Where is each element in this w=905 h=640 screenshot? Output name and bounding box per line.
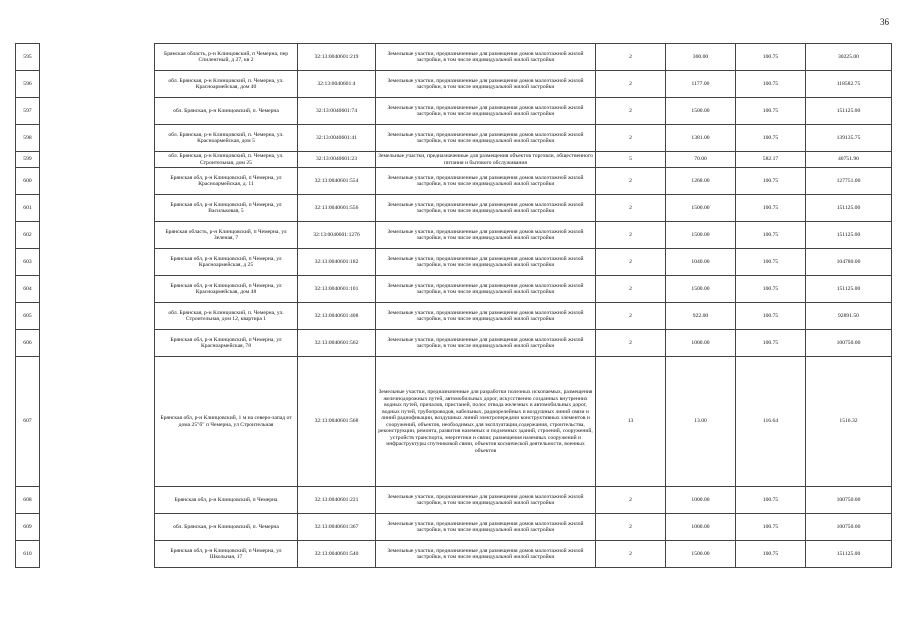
group-cell: 2 [596, 541, 666, 568]
rate-cell: 100.75 [736, 125, 806, 152]
rate-cell: 100.75 [736, 541, 806, 568]
table-row [16, 168, 892, 195]
group-cell: 2 [596, 195, 666, 222]
group-cell: 2 [596, 276, 666, 303]
land-use-cell: Земельные участки, предназначенные для размещения домов малоэтажной жилой застройки, в том числе индивидуальной жилой застройки [376, 487, 596, 514]
cadastral-number-cell: 32:13:0040601:568 [298, 357, 376, 487]
rate-cell: 100.75 [736, 98, 806, 125]
table-row [16, 303, 892, 330]
rate-cell: 100.75 [736, 487, 806, 514]
cadastral-number-cell: 32:13:0040601:554 [298, 168, 376, 195]
cadastral-value-cell: 1516.32 [806, 357, 892, 487]
area-cell: 13.00 [666, 357, 736, 487]
area-cell: 1500.00 [666, 276, 736, 303]
column-gap [40, 125, 155, 152]
cadastral-number-cell: 32:13:0040601:219 [298, 44, 376, 71]
row-number: 602 [16, 222, 40, 249]
address-cell: обл. Брянская, р-н Клинцовский, п. Чемерна, ул. Строительная, дом 25 [155, 152, 298, 168]
cadastral-value-cell: 100750.00 [806, 514, 892, 541]
cadastral-value-cell: 104780.00 [806, 249, 892, 276]
row-number: 596 [16, 71, 40, 98]
area-cell: 1040.00 [666, 249, 736, 276]
row-number: 600 [16, 168, 40, 195]
address-cell: обл. Брянская, р-н Клинцовский, п. Чемерна [155, 98, 298, 125]
row-number: 608 [16, 487, 40, 514]
area-cell: 300.00 [666, 44, 736, 71]
table-row [16, 222, 892, 249]
row-number: 605 [16, 303, 40, 330]
address-cell: Брянская обл, р-н Клинцовский, 1 м на северо-запад от дома 25"б" п Чемерна, ул Строительная [155, 357, 298, 487]
row-number: 604 [16, 276, 40, 303]
row-number: 607 [16, 357, 40, 487]
cadastral-number-cell: 32:13:0040601:562 [298, 330, 376, 357]
cadastral-number-cell: 32:13:0040601:23 [298, 152, 376, 168]
table-row [16, 276, 892, 303]
land-use-cell: Земельные участки, предназначенные для размещения домов малоэтажной жилой застройки, в том числе индивидуальной жилой застройки [376, 195, 596, 222]
cadastral-number-cell: 32:13:0040601:101 [298, 276, 376, 303]
rate-cell: 100.75 [736, 249, 806, 276]
column-gap [40, 541, 155, 568]
column-gap [40, 222, 155, 249]
cadastral-value-cell: 151125.00 [806, 222, 892, 249]
table-row [16, 541, 892, 568]
land-use-cell: Земельные участки, предназначенные для размещения домов малоэтажной жилой застройки, в том числе индивидуальной жилой застройки [376, 330, 596, 357]
address-cell: Брянская обл, р-н Клинцовский, п Чемерна, ул Красноармейская, д. 11 [155, 168, 298, 195]
row-number: 598 [16, 125, 40, 152]
land-use-cell: Земельные участки, предназначенные для размещения объектов торговли, общественного питания и бытового обслуживания [376, 152, 596, 168]
address-cell: Брянская обл, р-н Клинцовский, п Чемерна, ул Васильковая, 5 [155, 195, 298, 222]
group-cell: 2 [596, 44, 666, 71]
table-row [16, 195, 892, 222]
land-use-cell: Земельные участки, предназначенные для размещения домов малоэтажной жилой застройки, в том числе индивидуальной жилой застройки [376, 541, 596, 568]
column-gap [40, 357, 155, 487]
address-cell: обл. Брянская, р-н Клинцовский, п. Чемерна, ул. Строительная, дом 12, квартира 1 [155, 303, 298, 330]
cadastral-value-cell: 151125.00 [806, 195, 892, 222]
rate-cell: 100.75 [736, 303, 806, 330]
group-cell: 2 [596, 487, 666, 514]
rate-cell: 116.64 [736, 357, 806, 487]
row-number: 597 [16, 98, 40, 125]
land-use-cell: Земельные участки, предназначенные для размещения домов малоэтажной жилой застройки, в том числе индивидуальной жилой застройки [376, 125, 596, 152]
cadastral-value-cell: 40751.90 [806, 152, 892, 168]
table-row [16, 152, 892, 168]
address-cell: обл. Брянская, р-н Клинцовский, п. Чемерна, ул. Красноармейская, дом 40 [155, 71, 298, 98]
rate-cell: 100.75 [736, 222, 806, 249]
area-cell: 1500.00 [666, 98, 736, 125]
area-cell: 922.00 [666, 303, 736, 330]
land-use-cell: Земельные участки, предназначенные для разработки полезных ископаемых, размещения железнодорожных путей, автомобильных дорог, искусственно созданных внутренних водных путей, причалов, пристаней, полос отвода железных и автомобильных дорог, водных путей, трубопроводов, кабельных, радиорелейных и воздушных линий связи и линий радиофикации, воздушных линий электропередачи конструктивных элементов и сооружений, объектов, необходимых для эксплуатации,содержания, строительства, реконструкции, ремонта, развития наземных и подземных зданий, строений, сооружений, устройств транспорта, энергетики и связи; размещения наземных сооружений и инфраструктуры спутниковой связи, объектов космической деятельности, военных объектов [376, 357, 596, 487]
table-row [16, 44, 892, 71]
group-cell: 2 [596, 303, 666, 330]
land-use-cell: Земельные участки, предназначенные для размещения домов малоэтажной жилой застройки, в том числе индивидуальной жилой застройки [376, 44, 596, 71]
group-cell: 13 [596, 357, 666, 487]
group-cell: 2 [596, 330, 666, 357]
cadastral-number-cell: 32:13:0040601:556 [298, 195, 376, 222]
land-use-cell: Земельные участки, предназначенные для размещения домов малоэтажной жилой застройки, в том числе индивидуальной жилой застройки [376, 249, 596, 276]
address-cell: Брянская область, р-н Клинцовский, п Чемерна, пер Спиленгный, д 27, кв 2 [155, 44, 298, 71]
cadastral-number-cell: 32:13:0040601:221 [298, 487, 376, 514]
address-cell: обл. Брянская, р-н Клинцовский, п. Чемерна [155, 514, 298, 541]
group-cell: 2 [596, 514, 666, 541]
rate-cell: 100.75 [736, 44, 806, 71]
table-row [16, 125, 892, 152]
area-cell: 1500.00 [666, 541, 736, 568]
column-gap [40, 249, 155, 276]
land-use-cell: Земельные участки, предназначенные для размещения домов малоэтажной жилой застройки, в том числе индивидуальной жилой застройки [376, 168, 596, 195]
area-cell: 1500.00 [666, 195, 736, 222]
table-row [16, 514, 892, 541]
table-row [16, 98, 892, 125]
column-gap [40, 514, 155, 541]
address-cell: Брянская обл, р-н Клинцовский, п Чемерна, ул Красноармейская, 78 [155, 330, 298, 357]
cadastral-number-cell: 32:13:0040601:4 [298, 71, 376, 98]
land-use-cell: Земельные участки, предназначенные для размещения домов малоэтажной жилой застройки, в том числе индивидуальной жилой застройки [376, 514, 596, 541]
cadastral-value-cell: 92891.50 [806, 303, 892, 330]
table-row [16, 487, 892, 514]
cadastral-number-cell: 32:13:0040601:1276 [298, 222, 376, 249]
cadastral-value-cell: 139135.75 [806, 125, 892, 152]
cadastral-number-cell: 32:13:0040601:182 [298, 249, 376, 276]
area-cell: 1381.00 [666, 125, 736, 152]
rate-cell: 100.75 [736, 168, 806, 195]
land-use-cell: Земельные участки, предназначенные для размещения домов малоэтажной жилой застройки, в том числе индивидуальной жилой застройки [376, 98, 596, 125]
address-cell: Брянская обл, р-н Клинцовский, п Чемерна, ул Красноармейская, дом 48 [155, 276, 298, 303]
area-cell: 1268.00 [666, 168, 736, 195]
area-cell: 1000.00 [666, 514, 736, 541]
table-row [16, 249, 892, 276]
group-cell: 2 [596, 249, 666, 276]
rate-cell: 582.17 [736, 152, 806, 168]
row-number: 609 [16, 514, 40, 541]
rate-cell: 100.75 [736, 71, 806, 98]
cadastral-value-cell: 100750.00 [806, 330, 892, 357]
column-gap [40, 152, 155, 168]
area-cell: 1000.00 [666, 487, 736, 514]
group-cell: 5 [596, 152, 666, 168]
address-cell: обл. Брянская, р-н Клинцовский, п. Чемерна, ул. Красноармейская, дом 5 [155, 125, 298, 152]
cadastral-value-cell: 118582.75 [806, 71, 892, 98]
column-gap [40, 71, 155, 98]
table-row [16, 357, 892, 487]
area-cell: 1177.00 [666, 71, 736, 98]
column-gap [40, 276, 155, 303]
address-cell: Брянская обл, р-н Клинцовский, п Чемерна, ул Школьная, 17 [155, 541, 298, 568]
cadastral-number-cell: 32:13:0040601:367 [298, 514, 376, 541]
rate-cell: 100.75 [736, 276, 806, 303]
cadastral-value-cell: 30225.00 [806, 44, 892, 71]
cadastral-value-cell: 100750.00 [806, 487, 892, 514]
column-gap [40, 195, 155, 222]
group-cell: 2 [596, 125, 666, 152]
group-cell: 2 [596, 98, 666, 125]
group-cell: 2 [596, 71, 666, 98]
address-cell: Брянская область, р-н Клинцовский, п Чемерна, ул Зеленая, 7 [155, 222, 298, 249]
cadastral-number-cell: 32:13:0040601:41 [298, 125, 376, 152]
table-row [16, 71, 892, 98]
row-number: 606 [16, 330, 40, 357]
page-number: 36 [880, 17, 889, 27]
rate-cell: 100.75 [736, 514, 806, 541]
cadastral-number-cell: 32:13:0040601:408 [298, 303, 376, 330]
cadastral-number-cell: 32:13:0040601:540 [298, 541, 376, 568]
cadastral-value-cell: 127751.00 [806, 168, 892, 195]
row-number: 601 [16, 195, 40, 222]
area-cell: 70.00 [666, 152, 736, 168]
cadastral-number-cell: 32:13:0040601:74 [298, 98, 376, 125]
land-use-cell: Земельные участки, предназначенные для размещения домов малоэтажной жилой застройки, в том числе индивидуальной жилой застройки [376, 276, 596, 303]
area-cell: 1500.00 [666, 222, 736, 249]
group-cell: 2 [596, 222, 666, 249]
row-number: 599 [16, 152, 40, 168]
column-gap [40, 487, 155, 514]
cadastral-value-cell: 151125.00 [806, 276, 892, 303]
land-use-cell: Земельные участки, предназначенные для размещения домов малоэтажной жилой застройки, в том числе индивидуальной жилой застройки [376, 303, 596, 330]
group-cell: 2 [596, 168, 666, 195]
land-use-cell: Земельные участки, предназначенные для размещения домов малоэтажной жилой застройки, в том числе индивидуальной жилой застройки [376, 71, 596, 98]
row-number: 603 [16, 249, 40, 276]
row-number: 595 [16, 44, 40, 71]
rate-cell: 100.75 [736, 330, 806, 357]
column-gap [40, 44, 155, 71]
column-gap [40, 98, 155, 125]
column-gap [40, 168, 155, 195]
table-row [16, 330, 892, 357]
cadastral-value-cell: 151125.00 [806, 98, 892, 125]
row-number: 610 [16, 541, 40, 568]
land-plot-table [15, 43, 892, 568]
address-cell: Брянская обл, р-н Клинцовский, п Чемерна, ул Красноармейская, д 25 [155, 249, 298, 276]
address-cell: Брянская обл, р-н Клинцовский, п Чемерна [155, 487, 298, 514]
land-use-cell: Земельные участки, предназначенные для размещения домов малоэтажной жилой застройки, в том числе индивидуальной жилой застройки [376, 222, 596, 249]
column-gap [40, 330, 155, 357]
area-cell: 1000.00 [666, 330, 736, 357]
column-gap [40, 303, 155, 330]
rate-cell: 100.75 [736, 195, 806, 222]
cadastral-value-cell: 151125.00 [806, 541, 892, 568]
